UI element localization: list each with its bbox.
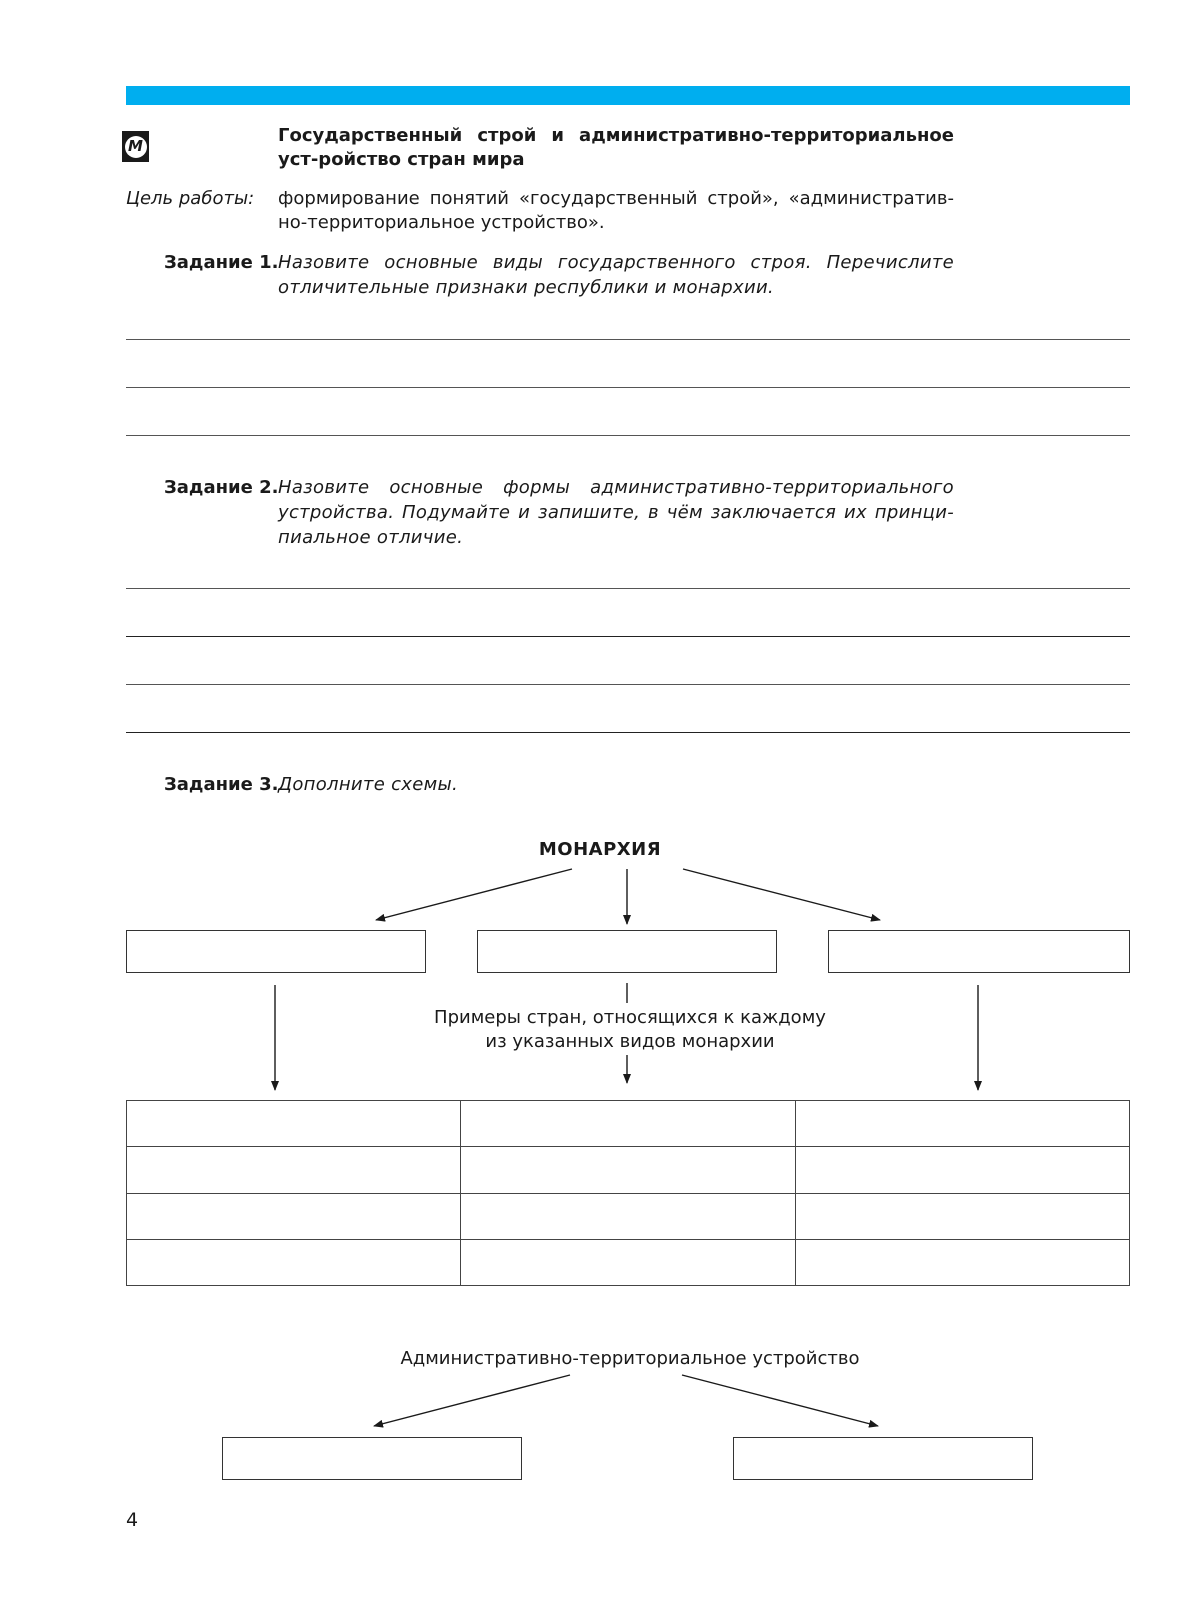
examples-caption-line-2: из указанных видов монархии bbox=[485, 1031, 775, 1052]
page-title: Государственный строй и административно-территориальное уст-ройство стран мира bbox=[278, 125, 954, 170]
admin-structure-heading: Административно-территориальное устройство bbox=[400, 1348, 860, 1369]
page-number: 4 bbox=[126, 1509, 139, 1531]
goal-label: Цель работы: bbox=[126, 188, 255, 209]
m-badge-letter: М bbox=[125, 136, 147, 158]
task-2-label: Задание 2. bbox=[164, 477, 279, 498]
task-2-text: Назовите основные формы административно-территориального устройства. Подумайте и запишите, в чём заключается их принци-пиальное отличие. bbox=[278, 477, 954, 548]
task-3-text: Дополните схемы. bbox=[278, 774, 459, 795]
task-1-label: Задание 1. bbox=[164, 252, 279, 273]
monarchy-heading: МОНАРХИЯ bbox=[538, 839, 662, 860]
arrow-admin-right bbox=[682, 1375, 878, 1426]
task-3-label: Задание 3. bbox=[164, 774, 279, 795]
arrow-monarchy-right bbox=[683, 869, 880, 920]
arrow-admin-left bbox=[374, 1375, 570, 1426]
task-1-text: Назовите основные виды государственного строя. Перечислите отличительные признаки республики и монархии. bbox=[278, 252, 954, 298]
arrow-monarchy-left bbox=[376, 869, 572, 920]
goal-text: формирование понятий «государственный строй», «административ-но-территориальное устройство». bbox=[278, 188, 954, 233]
examples-caption-line-1: Примеры стран, относящихся к каждому bbox=[434, 1007, 826, 1028]
